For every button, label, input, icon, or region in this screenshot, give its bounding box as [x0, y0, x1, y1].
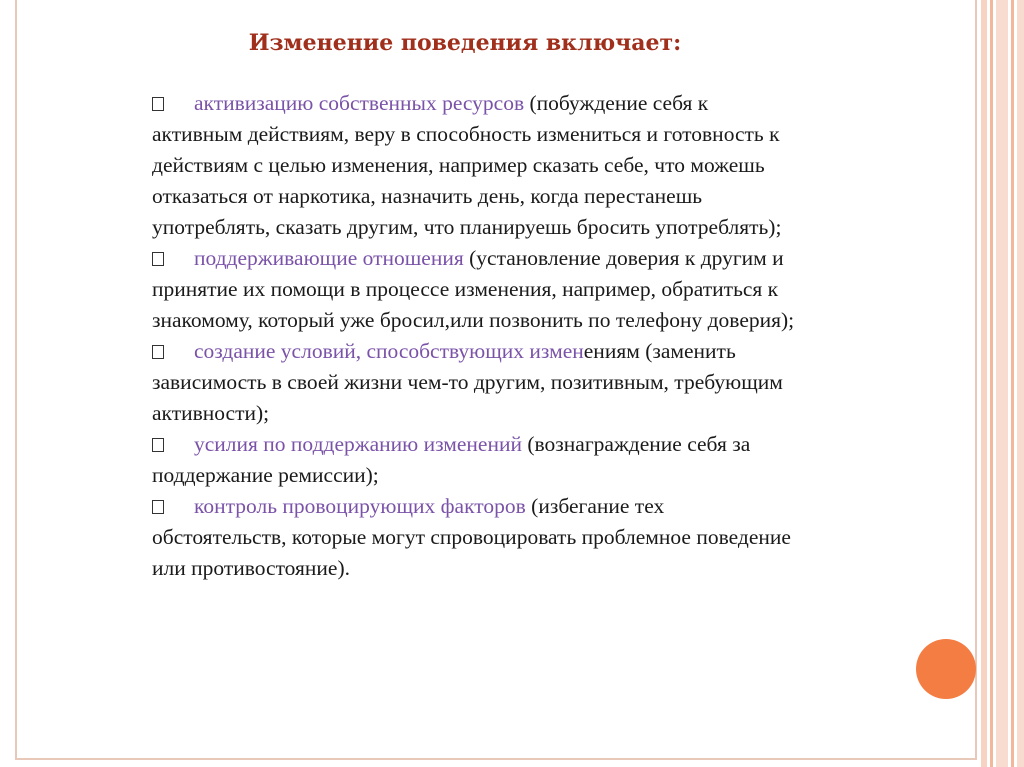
- decor-stripe: [981, 0, 987, 767]
- slide-content: [152, 88, 802, 584]
- checkbox-bullet-icon: [152, 500, 164, 514]
- item-text: (вознаграждение себя за поддержание ремиссии);: [152, 432, 751, 487]
- checkbox-bullet-icon: [152, 438, 164, 452]
- item-highlight: усилия по поддержанию изменений: [194, 432, 522, 456]
- list-item: [152, 429, 802, 491]
- decor-stripe: [996, 0, 1008, 767]
- list-item: [152, 88, 802, 243]
- list-item: [152, 336, 802, 429]
- decor-circle: [916, 639, 976, 699]
- decor-stripe: [1017, 0, 1024, 767]
- list-item: [152, 491, 802, 584]
- decor-stripe: [1011, 0, 1014, 767]
- item-highlight: создание условий, способствующих измен: [194, 339, 584, 363]
- item-text: (избегание тех обстоятельств, которые могут спровоцировать проблемное поведение или противостояние).: [152, 494, 791, 580]
- item-highlight: поддерживающие отношения: [194, 246, 464, 270]
- slide-title: Изменение поведения включает:: [248, 30, 682, 56]
- list-item: [152, 243, 802, 336]
- checkbox-bullet-icon: [152, 97, 164, 111]
- decor-stripe: [990, 0, 993, 767]
- item-text: (установление доверия к другим и принятие их помощи в процессе изменения, например, обратиться к знакомому, который уже бросил,или позвонить по телефону доверия);: [152, 246, 795, 332]
- item-text: ениям (заменить зависимость в своей жизни чем-то другим, позитивным, требующим активности);: [152, 339, 783, 425]
- item-text: (побуждение себя к активным действиям, веру в способность измениться и готовность к действиям с целью изменения, например сказать себе, что можешь отказаться от наркотика, назначить день, когда перестанешь употреблять, сказать другим, что планируешь бросить употреблять);: [152, 91, 782, 239]
- item-highlight: активизацию собственных ресурсов: [194, 91, 525, 115]
- checkbox-bullet-icon: [152, 252, 164, 266]
- item-highlight: контроль провоцирующих факторов: [194, 494, 526, 518]
- checkbox-bullet-icon: [152, 345, 164, 359]
